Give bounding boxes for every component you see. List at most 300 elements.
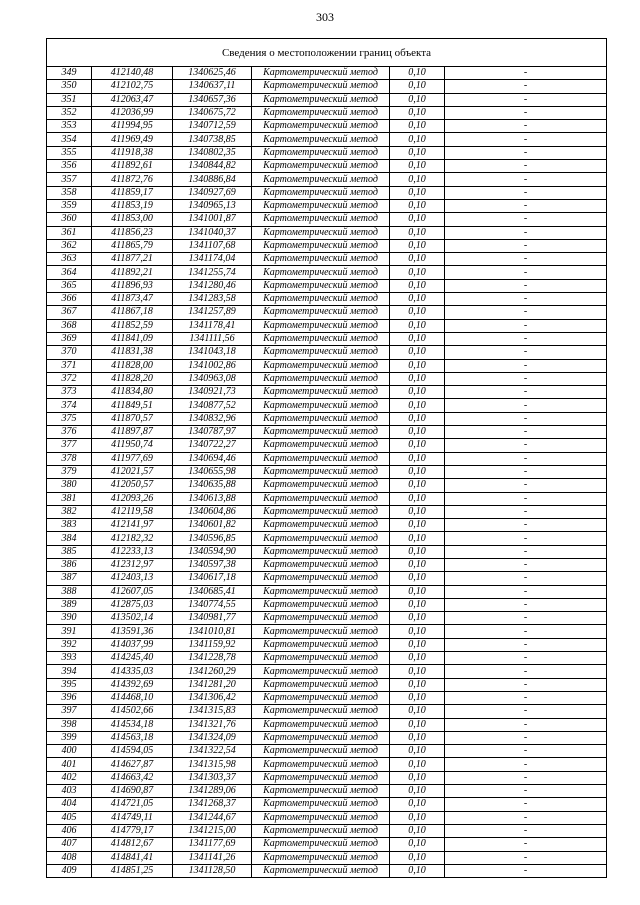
note-cell: -: [445, 585, 607, 598]
x-coordinate-cell: 411856,23: [92, 226, 173, 239]
x-coordinate-cell: 411853,00: [92, 213, 173, 226]
y-coordinate-cell: 1341001,87: [173, 213, 252, 226]
x-coordinate-cell: 414563,18: [92, 731, 173, 744]
x-coordinate-cell: 411834,80: [92, 386, 173, 399]
y-coordinate-cell: 1340637,11: [173, 80, 252, 93]
note-cell: -: [445, 705, 607, 718]
x-coordinate-cell: 414851,25: [92, 864, 173, 877]
x-coordinate-cell: 411859,17: [92, 186, 173, 199]
table-row: [47, 452, 607, 465]
table-row: [47, 279, 607, 292]
y-coordinate-cell: 1341040,37: [173, 226, 252, 239]
table-row: [47, 213, 607, 226]
note-cell: -: [445, 731, 607, 744]
y-coordinate-cell: 1341283,58: [173, 293, 252, 306]
note-cell: -: [445, 638, 607, 651]
point-number-cell: 376: [47, 426, 92, 439]
note-cell: -: [445, 199, 607, 212]
note-cell: -: [445, 625, 607, 638]
table-row: [47, 93, 607, 106]
table-row: [47, 186, 607, 199]
accuracy-cell: 0,10: [390, 213, 445, 226]
method-cell: Картометрический метод: [252, 612, 390, 625]
table-row: [47, 120, 607, 133]
point-number-cell: 350: [47, 80, 92, 93]
table-row: [47, 173, 607, 186]
x-coordinate-cell: 411897,87: [92, 426, 173, 439]
accuracy-cell: 0,10: [390, 412, 445, 425]
accuracy-cell: 0,10: [390, 426, 445, 439]
accuracy-cell: 0,10: [390, 492, 445, 505]
table-row: [47, 293, 607, 306]
table-row: [47, 532, 607, 545]
point-number-cell: 349: [47, 67, 92, 80]
point-number-cell: 366: [47, 293, 92, 306]
point-number-cell: 372: [47, 372, 92, 385]
accuracy-cell: 0,10: [390, 851, 445, 864]
point-number-cell: 389: [47, 598, 92, 611]
table-row: [47, 146, 607, 159]
method-cell: Картометрический метод: [252, 186, 390, 199]
point-number-cell: 354: [47, 133, 92, 146]
y-coordinate-cell: 1340722,27: [173, 439, 252, 452]
note-cell: -: [445, 612, 607, 625]
point-number-cell: 402: [47, 771, 92, 784]
point-number-cell: 383: [47, 519, 92, 532]
point-number-cell: 409: [47, 864, 92, 877]
table-row: [47, 811, 607, 824]
table-row: [47, 426, 607, 439]
method-cell: Картометрический метод: [252, 758, 390, 771]
method-cell: Картометрический метод: [252, 625, 390, 638]
point-number-cell: 407: [47, 838, 92, 851]
note-cell: -: [445, 598, 607, 611]
point-number-cell: 392: [47, 638, 92, 651]
accuracy-cell: 0,10: [390, 864, 445, 877]
table-row: [47, 80, 607, 93]
y-coordinate-cell: 1340787,97: [173, 426, 252, 439]
accuracy-cell: 0,10: [390, 824, 445, 837]
method-cell: Картометрический метод: [252, 638, 390, 651]
y-coordinate-cell: 1340963,08: [173, 372, 252, 385]
y-coordinate-cell: 1340685,41: [173, 585, 252, 598]
y-coordinate-cell: 1340655,98: [173, 465, 252, 478]
y-coordinate-cell: 1341174,04: [173, 253, 252, 266]
y-coordinate-cell: 1340635,88: [173, 479, 252, 492]
y-coordinate-cell: 1341043,18: [173, 346, 252, 359]
note-cell: -: [445, 439, 607, 452]
point-number-cell: 358: [47, 186, 92, 199]
y-coordinate-cell: 1340617,18: [173, 572, 252, 585]
note-cell: -: [445, 306, 607, 319]
accuracy-cell: 0,10: [390, 798, 445, 811]
accuracy-cell: 0,10: [390, 771, 445, 784]
y-coordinate-cell: 1340844,82: [173, 160, 252, 173]
table-row: [47, 665, 607, 678]
accuracy-cell: 0,10: [390, 505, 445, 518]
x-coordinate-cell: 411870,57: [92, 412, 173, 425]
table-row: [47, 319, 607, 332]
y-coordinate-cell: 1341257,89: [173, 306, 252, 319]
method-cell: Картометрический метод: [252, 226, 390, 239]
method-cell: Картометрический метод: [252, 372, 390, 385]
x-coordinate-cell: 414627,87: [92, 758, 173, 771]
x-coordinate-cell: 414721,05: [92, 798, 173, 811]
method-cell: Картометрический метод: [252, 785, 390, 798]
point-number-cell: 390: [47, 612, 92, 625]
y-coordinate-cell: 1340738,85: [173, 133, 252, 146]
point-number-cell: 396: [47, 691, 92, 704]
table-row: [47, 652, 607, 665]
method-cell: Картометрический метод: [252, 519, 390, 532]
y-coordinate-cell: 1341111,56: [173, 332, 252, 345]
y-coordinate-cell: 1340927,69: [173, 186, 252, 199]
note-cell: -: [445, 785, 607, 798]
y-coordinate-cell: 1341177,69: [173, 838, 252, 851]
point-number-cell: 365: [47, 279, 92, 292]
y-coordinate-cell: 1341128,50: [173, 864, 252, 877]
method-cell: Картометрический метод: [252, 505, 390, 518]
y-coordinate-cell: 1340921,73: [173, 386, 252, 399]
x-coordinate-cell: 411969,49: [92, 133, 173, 146]
y-coordinate-cell: 1340601,82: [173, 519, 252, 532]
x-coordinate-cell: 412140,48: [92, 67, 173, 80]
x-coordinate-cell: 412312,97: [92, 558, 173, 571]
table-row: [47, 253, 607, 266]
accuracy-cell: 0,10: [390, 838, 445, 851]
x-coordinate-cell: 411994,95: [92, 120, 173, 133]
method-cell: Картометрический метод: [252, 386, 390, 399]
boundary-table-container: [46, 38, 606, 878]
point-number-cell: 351: [47, 93, 92, 106]
table-row: [47, 492, 607, 505]
x-coordinate-cell: 414841,41: [92, 851, 173, 864]
point-number-cell: 364: [47, 266, 92, 279]
x-coordinate-cell: 411892,61: [92, 160, 173, 173]
y-coordinate-cell: 1340694,46: [173, 452, 252, 465]
accuracy-cell: 0,10: [390, 332, 445, 345]
method-cell: Картометрический метод: [252, 864, 390, 877]
accuracy-cell: 0,10: [390, 745, 445, 758]
table-row: [47, 731, 607, 744]
method-cell: Картометрический метод: [252, 412, 390, 425]
table-row: [47, 718, 607, 731]
accuracy-cell: 0,10: [390, 386, 445, 399]
point-number-cell: 355: [47, 146, 92, 159]
note-cell: -: [445, 93, 607, 106]
y-coordinate-cell: 1341303,37: [173, 771, 252, 784]
x-coordinate-cell: 412063,47: [92, 93, 173, 106]
table-row: [47, 519, 607, 532]
x-coordinate-cell: 414594,05: [92, 745, 173, 758]
method-cell: Картометрический метод: [252, 93, 390, 106]
x-coordinate-cell: 412050,57: [92, 479, 173, 492]
table-row: [47, 332, 607, 345]
accuracy-cell: 0,10: [390, 638, 445, 651]
note-cell: -: [445, 545, 607, 558]
method-cell: Картометрический метод: [252, 718, 390, 731]
y-coordinate-cell: 1341324,09: [173, 731, 252, 744]
point-number-cell: 391: [47, 625, 92, 638]
point-number-cell: 374: [47, 399, 92, 412]
point-number-cell: 378: [47, 452, 92, 465]
y-coordinate-cell: 1340802,35: [173, 146, 252, 159]
method-cell: Картометрический метод: [252, 798, 390, 811]
table-row: [47, 386, 607, 399]
method-cell: Картометрический метод: [252, 306, 390, 319]
method-cell: Картометрический метод: [252, 359, 390, 372]
note-cell: -: [445, 106, 607, 119]
x-coordinate-cell: 414663,42: [92, 771, 173, 784]
method-cell: Картометрический метод: [252, 811, 390, 824]
accuracy-cell: 0,10: [390, 226, 445, 239]
method-cell: Картометрический метод: [252, 319, 390, 332]
note-cell: -: [445, 133, 607, 146]
accuracy-cell: 0,10: [390, 598, 445, 611]
x-coordinate-cell: 413591,36: [92, 625, 173, 638]
point-number-cell: 400: [47, 745, 92, 758]
point-number-cell: 373: [47, 386, 92, 399]
y-coordinate-cell: 1341255,74: [173, 266, 252, 279]
accuracy-cell: 0,10: [390, 306, 445, 319]
accuracy-cell: 0,10: [390, 758, 445, 771]
note-cell: -: [445, 412, 607, 425]
table-title-row: [47, 39, 607, 67]
point-number-cell: 368: [47, 319, 92, 332]
y-coordinate-cell: 1340613,88: [173, 492, 252, 505]
y-coordinate-cell: 1340604,86: [173, 505, 252, 518]
x-coordinate-cell: 412403,13: [92, 572, 173, 585]
x-coordinate-cell: 414392,69: [92, 678, 173, 691]
x-coordinate-cell: 414779,17: [92, 824, 173, 837]
note-cell: -: [445, 851, 607, 864]
point-number-cell: 359: [47, 199, 92, 212]
point-number-cell: 381: [47, 492, 92, 505]
x-coordinate-cell: 411867,18: [92, 306, 173, 319]
note-cell: -: [445, 239, 607, 252]
accuracy-cell: 0,10: [390, 133, 445, 146]
y-coordinate-cell: 1341321,76: [173, 718, 252, 731]
accuracy-cell: 0,10: [390, 160, 445, 173]
method-cell: Картометрический метод: [252, 173, 390, 186]
note-cell: -: [445, 386, 607, 399]
point-number-cell: 352: [47, 106, 92, 119]
y-coordinate-cell: 1340594,90: [173, 545, 252, 558]
x-coordinate-cell: 411865,79: [92, 239, 173, 252]
method-cell: Картометрический метод: [252, 199, 390, 212]
note-cell: -: [445, 359, 607, 372]
point-number-cell: 377: [47, 439, 92, 452]
method-cell: Картометрический метод: [252, 67, 390, 80]
y-coordinate-cell: 1340877,52: [173, 399, 252, 412]
point-number-cell: 408: [47, 851, 92, 864]
point-number-cell: 380: [47, 479, 92, 492]
point-number-cell: 399: [47, 731, 92, 744]
method-cell: Картометрический метод: [252, 532, 390, 545]
x-coordinate-cell: 411950,74: [92, 439, 173, 452]
table-row: [47, 545, 607, 558]
note-cell: -: [445, 745, 607, 758]
x-coordinate-cell: 414534,18: [92, 718, 173, 731]
method-cell: Картометрический метод: [252, 106, 390, 119]
point-number-cell: 397: [47, 705, 92, 718]
y-coordinate-cell: 1340832,96: [173, 412, 252, 425]
table-row: [47, 479, 607, 492]
accuracy-cell: 0,10: [390, 612, 445, 625]
method-cell: Картометрический метод: [252, 332, 390, 345]
accuracy-cell: 0,10: [390, 93, 445, 106]
note-cell: -: [445, 213, 607, 226]
note-cell: -: [445, 319, 607, 332]
accuracy-cell: 0,10: [390, 811, 445, 824]
x-coordinate-cell: 414468,10: [92, 691, 173, 704]
method-cell: Картометрический метод: [252, 465, 390, 478]
note-cell: -: [445, 399, 607, 412]
x-coordinate-cell: 414749,11: [92, 811, 173, 824]
x-coordinate-cell: 412093,26: [92, 492, 173, 505]
table-row: [47, 399, 607, 412]
table-row: [47, 558, 607, 571]
table-row: [47, 612, 607, 625]
y-coordinate-cell: 1341260,29: [173, 665, 252, 678]
method-cell: Картометрический метод: [252, 80, 390, 93]
table-row: [47, 638, 607, 651]
note-cell: -: [445, 678, 607, 691]
note-cell: -: [445, 160, 607, 173]
y-coordinate-cell: 1341306,42: [173, 691, 252, 704]
method-cell: Картометрический метод: [252, 266, 390, 279]
point-number-cell: 388: [47, 585, 92, 598]
table-row: [47, 412, 607, 425]
x-coordinate-cell: 414812,67: [92, 838, 173, 851]
method-cell: Картометрический метод: [252, 705, 390, 718]
method-cell: Картометрический метод: [252, 851, 390, 864]
table-row: [47, 439, 607, 452]
method-cell: Картометрический метод: [252, 585, 390, 598]
y-coordinate-cell: 1341141,26: [173, 851, 252, 864]
method-cell: Картометрический метод: [252, 399, 390, 412]
y-coordinate-cell: 1341010,81: [173, 625, 252, 638]
accuracy-cell: 0,10: [390, 545, 445, 558]
method-cell: Картометрический метод: [252, 146, 390, 159]
point-number-cell: 353: [47, 120, 92, 133]
table-row: [47, 585, 607, 598]
note-cell: -: [445, 572, 607, 585]
y-coordinate-cell: 1340596,85: [173, 532, 252, 545]
method-cell: Картометрический метод: [252, 771, 390, 784]
point-number-cell: 405: [47, 811, 92, 824]
point-number-cell: 370: [47, 346, 92, 359]
table-row: [47, 758, 607, 771]
table-row: [47, 266, 607, 279]
x-coordinate-cell: 411892,21: [92, 266, 173, 279]
point-number-cell: 404: [47, 798, 92, 811]
x-coordinate-cell: 411853,19: [92, 199, 173, 212]
y-coordinate-cell: 1341215,00: [173, 824, 252, 837]
note-cell: -: [445, 146, 607, 159]
table-row: [47, 239, 607, 252]
accuracy-cell: 0,10: [390, 80, 445, 93]
point-number-cell: 393: [47, 652, 92, 665]
point-number-cell: 371: [47, 359, 92, 372]
note-cell: -: [445, 771, 607, 784]
method-cell: Картометрический метод: [252, 253, 390, 266]
table-row: [47, 306, 607, 319]
accuracy-cell: 0,10: [390, 731, 445, 744]
x-coordinate-cell: 411828,20: [92, 372, 173, 385]
note-cell: -: [445, 652, 607, 665]
method-cell: Картометрический метод: [252, 665, 390, 678]
method-cell: Картометрический метод: [252, 492, 390, 505]
note-cell: -: [445, 67, 607, 80]
table-row: [47, 160, 607, 173]
method-cell: Картометрический метод: [252, 120, 390, 133]
point-number-cell: 362: [47, 239, 92, 252]
x-coordinate-cell: 411873,47: [92, 293, 173, 306]
accuracy-cell: 0,10: [390, 572, 445, 585]
point-number-cell: 406: [47, 824, 92, 837]
x-coordinate-cell: 414037,99: [92, 638, 173, 651]
note-cell: -: [445, 253, 607, 266]
accuracy-cell: 0,10: [390, 465, 445, 478]
accuracy-cell: 0,10: [390, 705, 445, 718]
x-coordinate-cell: 411872,76: [92, 173, 173, 186]
method-cell: Картометрический метод: [252, 239, 390, 252]
x-coordinate-cell: 411828,00: [92, 359, 173, 372]
note-cell: -: [445, 120, 607, 133]
accuracy-cell: 0,10: [390, 558, 445, 571]
accuracy-cell: 0,10: [390, 266, 445, 279]
point-number-cell: 403: [47, 785, 92, 798]
x-coordinate-cell: 413502,14: [92, 612, 173, 625]
point-number-cell: 356: [47, 160, 92, 173]
accuracy-cell: 0,10: [390, 678, 445, 691]
method-cell: Картометрический метод: [252, 133, 390, 146]
boundary-coordinates-table: [46, 38, 607, 878]
method-cell: Картометрический метод: [252, 745, 390, 758]
method-cell: Картометрический метод: [252, 598, 390, 611]
note-cell: -: [445, 665, 607, 678]
accuracy-cell: 0,10: [390, 67, 445, 80]
accuracy-cell: 0,10: [390, 665, 445, 678]
note-cell: -: [445, 718, 607, 731]
y-coordinate-cell: 1340774,55: [173, 598, 252, 611]
page-number: 303: [316, 10, 334, 24]
point-number-cell: 375: [47, 412, 92, 425]
method-cell: Картометрический метод: [252, 160, 390, 173]
accuracy-cell: 0,10: [390, 186, 445, 199]
method-cell: Картометрический метод: [252, 346, 390, 359]
accuracy-cell: 0,10: [390, 106, 445, 119]
y-coordinate-cell: 1341244,67: [173, 811, 252, 824]
x-coordinate-cell: 411918,38: [92, 146, 173, 159]
method-cell: Картометрический метод: [252, 213, 390, 226]
accuracy-cell: 0,10: [390, 359, 445, 372]
accuracy-cell: 0,10: [390, 199, 445, 212]
method-cell: Картометрический метод: [252, 838, 390, 851]
method-cell: Картометрический метод: [252, 479, 390, 492]
note-cell: -: [445, 758, 607, 771]
x-coordinate-cell: 411977,69: [92, 452, 173, 465]
table-row: [47, 505, 607, 518]
table-row: [47, 226, 607, 239]
accuracy-cell: 0,10: [390, 519, 445, 532]
note-cell: -: [445, 532, 607, 545]
x-coordinate-cell: 412119,58: [92, 505, 173, 518]
x-coordinate-cell: 412036,99: [92, 106, 173, 119]
table-title: Сведения о местоположении границ объекта: [47, 39, 607, 67]
note-cell: -: [445, 173, 607, 186]
